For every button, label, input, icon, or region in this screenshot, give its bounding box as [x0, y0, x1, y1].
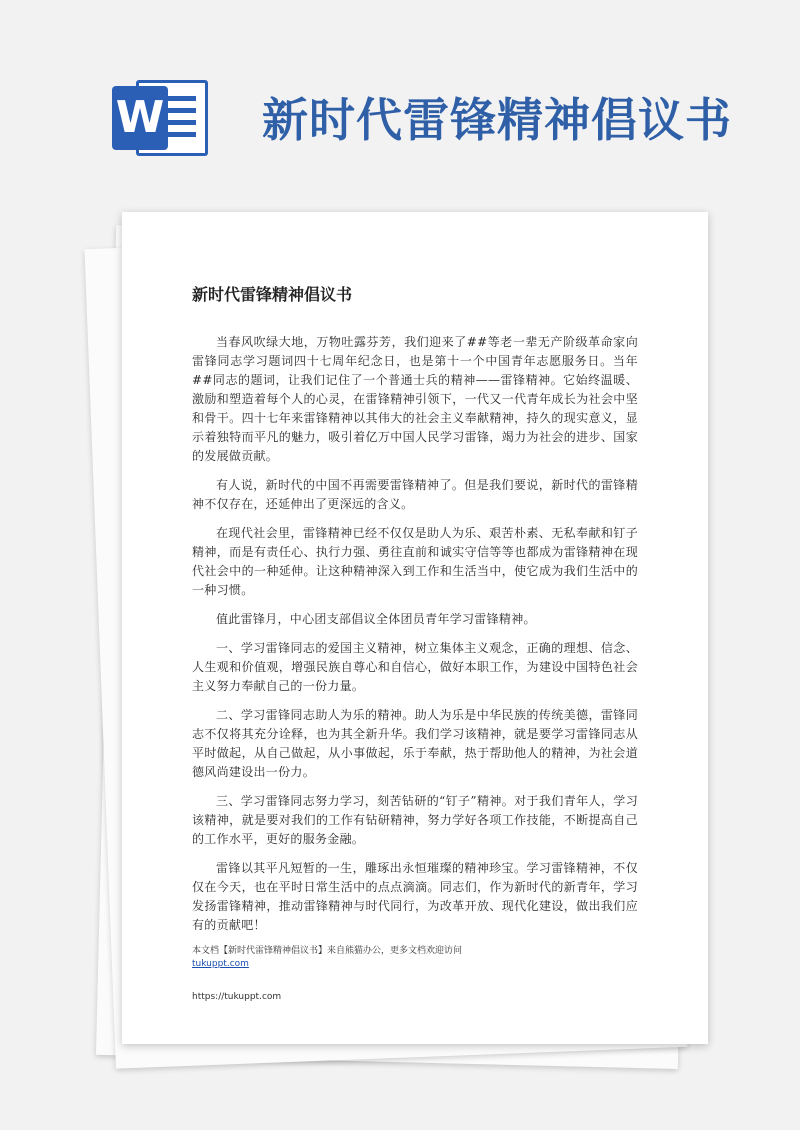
paragraph: 二、学习雷锋同志助人为乐的精神。助人为乐是中华民族的传统美德，雷锋同志不仅将其充分诠释，也为其全新升华。我们学习该精神，就是要学习雷锋同志从平时做起，从自己做起，从小事做起，乐于奉献，热于帮助他人的精神，为社会道德风尚建设出一份力。: [192, 708, 638, 779]
document-page: [122, 212, 708, 1044]
word-document-icon: [112, 76, 212, 160]
source-note-text: 本文档【新时代雷锋精神倡议书】来自熊猫办公，更多文档欢迎访问: [192, 946, 463, 956]
paragraph: 有人说，新时代的中国不再需要雷锋精神了。但是我们要说，新时代的雷锋精神不仅存在，还延伸出了更深远的含义。: [192, 478, 638, 511]
paragraph: 一、学习雷锋同志的爱国主义精神，树立集体主义观念，正确的理想、信念、人生观和价值观，增强民族自尊心和自信心，做好本职工作，为建设中国特色社会主义努力奉献自己的一份力量。: [192, 641, 638, 693]
paragraph: 雷锋以其平凡短暂的一生，雕琢出永恒璀璨的精神珍宝。学习雷锋精神，不仅仅在今天，也在平时日常生活中的点点滴滴。同志们，作为新时代的新青年，学习发扬雷锋精神，推动雷锋精神与时代同行，为改革开放、现代化建设，做出我们应有的贡献吧！: [192, 861, 638, 932]
footer-url[interactable]: https://tukuppt.com: [192, 992, 282, 1002]
banner: [0, 0, 800, 220]
paragraph: 三、学习雷锋同志努力学习，刻苦钻研的“钉子”精神。对于我们青年人，学习该精神，就是要对我们的工作有钻研精神，努力学好各项工作技能，不断提高自己的工作水平，更好的服务金融。: [192, 794, 638, 846]
banner-title: 新时代雷锋精神倡议书: [262, 93, 732, 147]
paragraph: 当春风吹绿大地，万物吐露芬芳，我们迎来了##等老一辈无产阶级革命家向雷锋同志学习题词四十七周年纪念日，也是第十一个中国青年志愿服务日。当年##同志的题词，让我们记住了一个普通士兵的精神——雷锋精神。它始终温暖、激励和塑造着每个人的心灵，在雷锋精神引领下，一代又一代青年成长为社会中坚和骨干。四十七年来雷锋精神以其伟大的社会主义奉献精神，持久的现实意义，显示着独特而平凡的魅力，吸引着亿万中国人民学习雷锋，竭力为社会的进步、国家的发展做贡献。: [192, 335, 638, 463]
document-title: 新时代雷锋精神倡议书: [192, 285, 353, 304]
source-note: [192, 945, 638, 971]
word-logo-badge: W: [112, 86, 168, 150]
paragraph: 在现代社会里，雷锋精神已经不仅仅是助人为乐、艰苦朴素、无私奉献和钉子精神，而是有责任心、执行力强、勇往直前和诚实守信等等也都成为雷锋精神在现代社会中的一种延伸。让这种精神深入到工作和生活当中，使它成为我们生活中的一种习惯。: [192, 526, 638, 597]
paragraph: 值此雷锋月，中心团支部倡议全体团员青年学习雷锋精神。: [216, 612, 536, 626]
source-link[interactable]: tukuppt.com: [192, 959, 249, 969]
